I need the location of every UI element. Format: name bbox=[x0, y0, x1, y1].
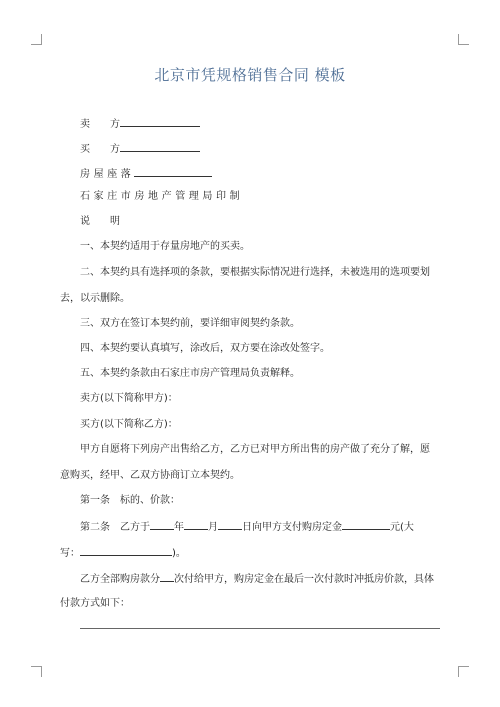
uppercase-amount-blank[interactable] bbox=[80, 545, 172, 556]
note-5: 五、本契约条款由石家庄市房产管理局负责解释。 bbox=[80, 368, 300, 379]
deposit-text: 日向甲方支付购房定金 bbox=[242, 522, 342, 533]
property-blank[interactable] bbox=[134, 166, 212, 177]
article-1: 第一条 标的、价款： bbox=[80, 495, 180, 506]
payment-line-1 bbox=[80, 571, 434, 586]
note-2-line-2: 去，以示删除。 bbox=[60, 293, 130, 304]
note-heading: 说 明 bbox=[80, 216, 120, 227]
property-label: 房屋座落 bbox=[80, 169, 135, 180]
corner-mark-bottom-right bbox=[458, 666, 469, 677]
seller-blank[interactable] bbox=[120, 116, 200, 127]
month-label: 月 bbox=[208, 522, 218, 533]
deposit-amount-blank[interactable] bbox=[342, 519, 390, 530]
note-4: 四、本契约要认真填写，涂改后，双方要在涂改处签字。 bbox=[80, 343, 330, 354]
printer-line: 石家庄市房地产管理局印制 bbox=[80, 191, 244, 202]
buyer-line bbox=[80, 141, 200, 156]
payment-prefix: 乙方全部购房款分 bbox=[80, 574, 160, 585]
year-label: 年 bbox=[174, 522, 184, 533]
yuan-text: 元(大 bbox=[390, 522, 414, 533]
article-2-line-1 bbox=[80, 519, 414, 534]
corner-mark-top-right bbox=[458, 34, 469, 45]
property-line bbox=[80, 166, 212, 181]
buyer-label: 买 方 bbox=[80, 144, 120, 155]
intro-line-1: 甲方自愿将下列房产出售给乙方，乙方已对甲方所出售的房产做了充分了解，愿 bbox=[80, 444, 430, 455]
intro-line-2: 意购买，经甲、乙双方协商订立本契约。 bbox=[60, 470, 240, 481]
article-2-prefix: 第二条 乙方于 bbox=[80, 522, 150, 533]
payment-text: 次付给甲方，购房定金在最后一次付款时冲抵房价款，具体 bbox=[174, 574, 434, 585]
day-blank[interactable] bbox=[218, 519, 242, 530]
article-2-close: )。 bbox=[172, 548, 186, 559]
month-blank[interactable] bbox=[184, 519, 208, 530]
year-blank[interactable] bbox=[150, 519, 174, 530]
article-2-line-2 bbox=[60, 545, 186, 560]
corner-mark-bottom-left bbox=[31, 666, 42, 677]
payment-line-2: 付款方式如下： bbox=[60, 598, 130, 609]
seller-reference: 卖方(以下简称甲方)： bbox=[80, 393, 178, 404]
buyer-blank[interactable] bbox=[120, 141, 200, 152]
uppercase-label: 写： bbox=[60, 548, 80, 559]
corner-mark-top-left bbox=[31, 34, 42, 45]
installments-blank[interactable] bbox=[160, 571, 174, 582]
document-title: 北京市凭规格销售合同 模板 bbox=[154, 66, 346, 84]
footer-rule bbox=[80, 628, 440, 629]
note-3: 三、双方在签订本契约前，要详细审阅契约条款。 bbox=[80, 318, 300, 329]
seller-line bbox=[80, 116, 200, 131]
note-1: 一、本契约适用于存量房地产的买卖。 bbox=[80, 241, 250, 252]
seller-label: 卖 方 bbox=[80, 119, 120, 130]
note-2-line-1: 二、本契约具有选择项的条款，要根据实际情况进行选择，未被选用的选项要划 bbox=[80, 267, 430, 278]
buyer-reference: 买方(以下简称乙方)： bbox=[80, 419, 178, 430]
